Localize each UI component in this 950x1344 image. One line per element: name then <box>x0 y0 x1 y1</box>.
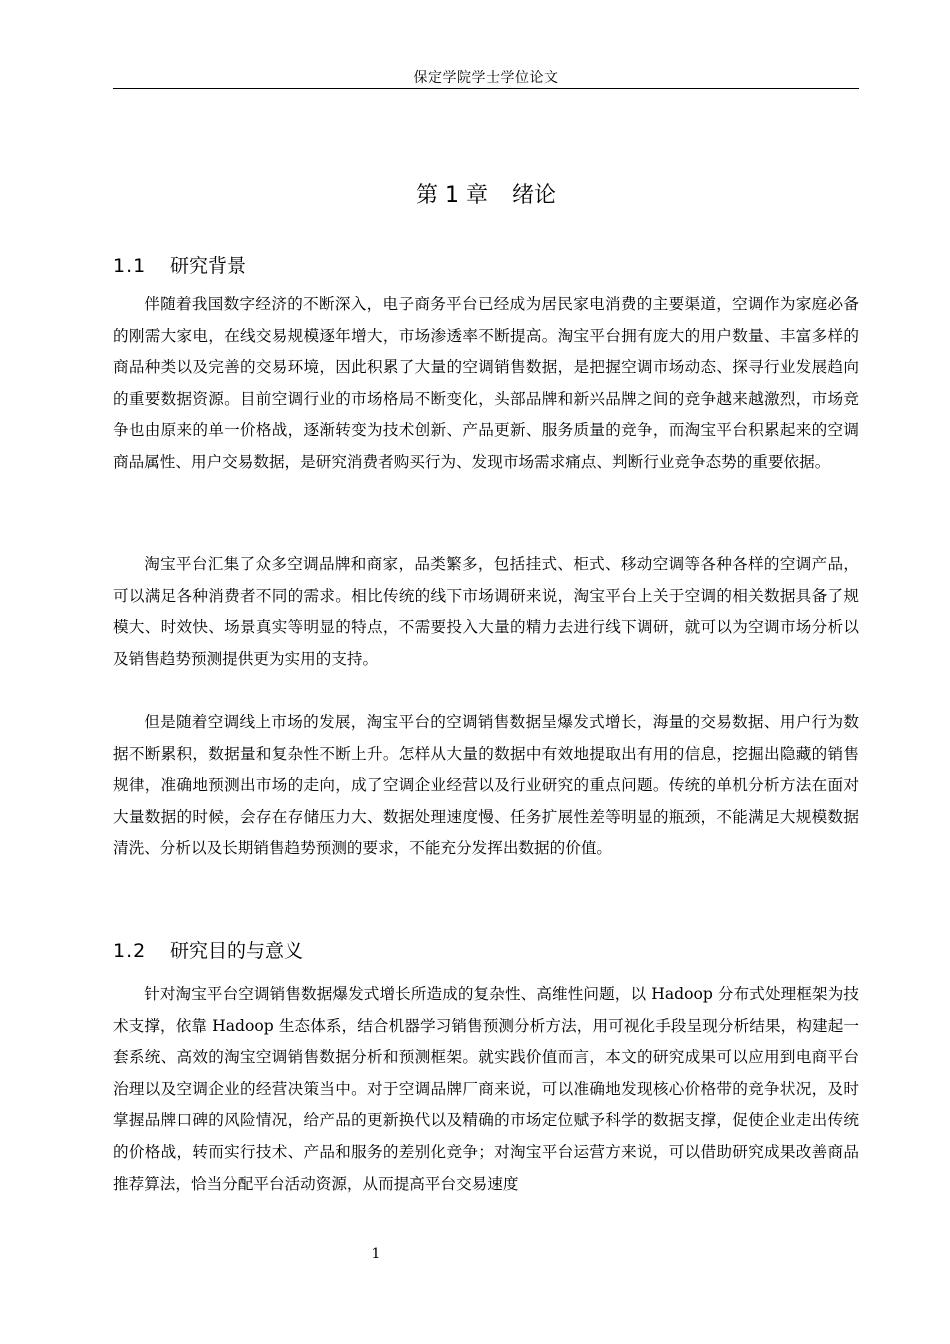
page-number: 1 <box>371 1246 381 1262</box>
section-title: 研究目的与意义 <box>170 940 304 962</box>
body-paragraph: 但是随着空调线上市场的发展，淘宝平台的空调销售数据呈爆发式增长，海量的交易数据、用户行为数据不断累积，数据量和复杂性不断上升。怎样从大量的数据中有效地提取出有用的信息，挖掘出隐藏的销售规律，准确地预测出市场的走向，成了空调企业经营以及行业研究的重点问题。传统的单机分析方法在面对大量数据的时候，会存在存储压力大、数据处理速度慢、任务扩展性差等明显的瓶颈，不能满足大规模数据清洗、分析以及长期销售趋势预测的要求，不能充分发挥出数据的价值。 <box>113 713 859 858</box>
body-paragraph: 针对淘宝平台空调销售数据爆发式增长所造成的复杂性、高维性问题，以 Hadoop 分布式处理框架为技术支撑，依靠 Hadoop 生态体系，结合机器学习销售预测分析方法，用可视化手段呈现分析结果，构建起一套系统、高效的淘宝空调销售数据分析和预测框架。就实践价值而言，本文的研究成果可以应用到电商平台治理以及空调企业的经营决策当中。对于空调品牌厂商来说，可以准确地发现核心价格带的竞争状况，及时掌握品牌口碑的风险情况，给产品的更新换代以及精确的市场定位赋予科学的数据支撑，促使企业走出传统的价格战，转而实行技术、产品和服务的差别化竞争；对淘宝平台运营方来说，可以借助研究成果改善商品推荐算法，恰当分配平台活动资源，从而提高平台交易速度 <box>113 985 859 1193</box>
section-number: 1.1 <box>113 255 147 277</box>
chapter-name: 绪论 <box>511 183 556 208</box>
body-paragraph: 伴随着我国数字经济的不断深入，电子商务平台已经成为居民家电消费的主要渠道，空调作为家庭必备的刚需大家电，在线交易规模逐年增大，市场渗透率不断提高。淘宝平台拥有庞大的用户数量、丰富多样的商品种类以及完善的交易环境，因此积累了大量的空调销售数据，是把握空调市场动态、探寻行业发展趋向的重要数据资源。目前空调行业的市场格局不断变化，头部品牌和新兴品牌之间的竞争越来越激烈，市场竞争也由原来的单一价格战，逐渐转变为技术创新、产品更新、服务质量的竞争，而淘宝平台积累起来的空调商品属性、用户交易数据，是研究消费者购买行为、发现市场需求痛点、判断行业竞争态势的重要依据。 <box>113 295 859 471</box>
running-header: 保定学院学士学位论文 <box>413 70 559 86</box>
body-paragraph: 淘宝平台汇集了众多空调品牌和商家，品类繁多，包括挂式、柜式、移动空调等各种各样的空调产品，可以满足各种消费者不同的需求。相比传统的线下市场调研来说，淘宝平台上关于空调的相关数据具备了规模大、时效快、场景真实等明显的特点，不需要投入大量的精力去进行线下调研，就可以为空调市场分析以及销售趋势预测提供更为实用的支持。 <box>113 555 859 668</box>
header-rule <box>113 88 859 89</box>
section-heading-1-2 <box>113 937 859 965</box>
chapter-number: 第 1 章 <box>416 183 488 208</box>
chapter-title <box>113 180 859 212</box>
section-title: 研究背景 <box>170 255 247 277</box>
section-number: 1.2 <box>113 940 147 962</box>
section-heading-1-1 <box>113 252 859 280</box>
